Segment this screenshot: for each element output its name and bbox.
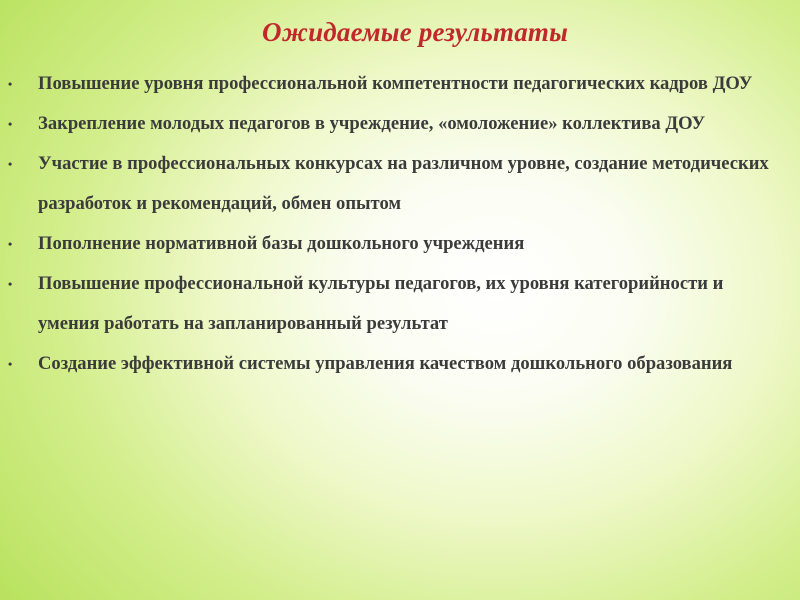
bullet-icon: • xyxy=(8,157,13,171)
list-item xyxy=(8,64,778,104)
list-item-text: Повышение уровня профессиональной компетентности педагогических кадров ДОУ xyxy=(38,73,753,94)
list-item xyxy=(8,104,778,144)
bullet-icon: • xyxy=(8,357,13,371)
list-item-text: Повышение профессиональной культуры педагогов, их уровня категорийности и умения работать на запланированный результат xyxy=(38,273,724,334)
list-item xyxy=(8,224,778,264)
list-item-text: Участие в профессиональных конкурсах на различном уровне, создание методических разработок и рекомендаций, обмен опытом xyxy=(38,153,769,214)
expected-results-list xyxy=(8,64,778,384)
list-item xyxy=(8,144,778,224)
bullet-icon: • xyxy=(8,117,13,131)
list-item xyxy=(8,344,778,384)
bullet-icon: • xyxy=(8,237,13,251)
list-item xyxy=(8,264,778,344)
bullet-icon: • xyxy=(8,77,13,91)
list-item-text: Создание эффективной системы управления качеством дошкольного образования xyxy=(38,353,733,374)
list-item-text: Закрепление молодых педагогов в учреждение, «омоложение» коллектива ДОУ xyxy=(38,113,706,134)
slide-title: Ожидаемые результаты xyxy=(261,17,569,47)
bullet-icon: • xyxy=(8,277,13,291)
list-item-text: Пополнение нормативной базы дошкольного учреждения xyxy=(38,233,525,254)
